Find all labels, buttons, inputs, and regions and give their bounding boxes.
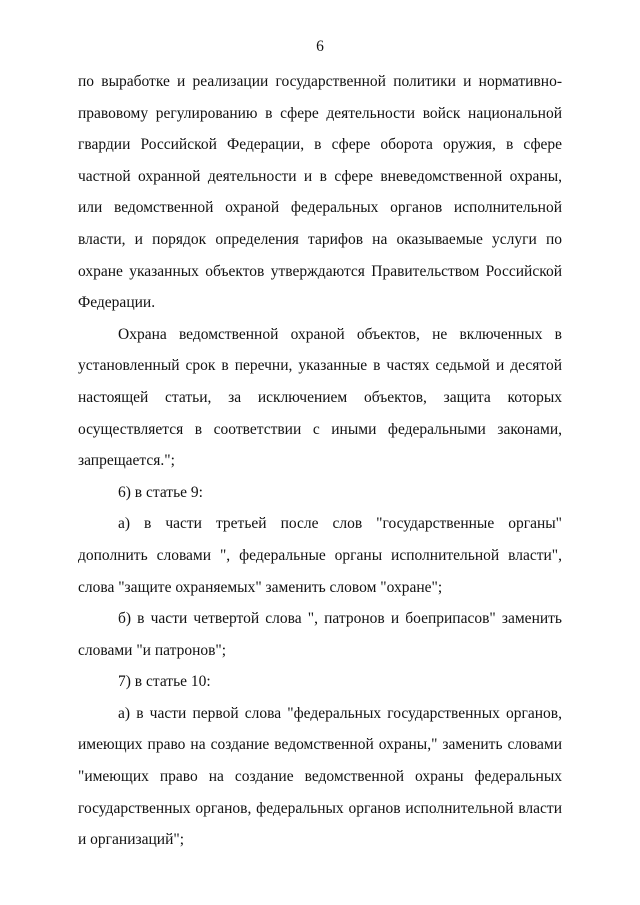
paragraph-1: по выработке и реализации государственной политики и нормативно-правовому регулированию в сфере деятельности войск национальной гвардии Российской Федерации, в сфере оборота оружия, в сфере частной охранной деятельности и в сфере вневедомственной охраны, или ведомственной охраной федеральных органов исполнительной власти, и порядок определения тарифов на оказываемые услуги по охране указанных объектов утверждаются Правительством Российской Федерации. — [78, 73, 562, 312]
paragraph-5: б) в части четвертой слова ", патронов и боеприпасов" заменить словами "и патронов"; — [78, 610, 562, 659]
paragraph-2: Охрана ведомственной охраной объектов, не включенных в установленный срок в перечни, указанные в частях седьмой и десятой настоящей статьи, за исключением объектов, защита которых осуществляется в соответствии с иными федеральными законами, запрещается."; — [78, 325, 562, 470]
paragraph-4: а) в части третьей после слов "государственные органы" дополнить словами ", федеральные органы исполнительной власти", слова "защите охраняемых" заменить словом "охране"; — [78, 515, 562, 596]
paragraph-3: 6) в статье 9: — [118, 483, 203, 501]
paragraph-6: 7) в статье 10: — [118, 673, 211, 691]
paragraph-7: а) в части первой слова "федеральных государственных органов, имеющих право на создание ведомственной охраны," заменить словами "имеющих право на создание ведомственной охраны федеральных государственных органов, федеральных органов исполнительной власти и организаций"; — [78, 704, 562, 849]
page-number: 6 — [316, 38, 324, 55]
document-body — [78, 66, 562, 856]
